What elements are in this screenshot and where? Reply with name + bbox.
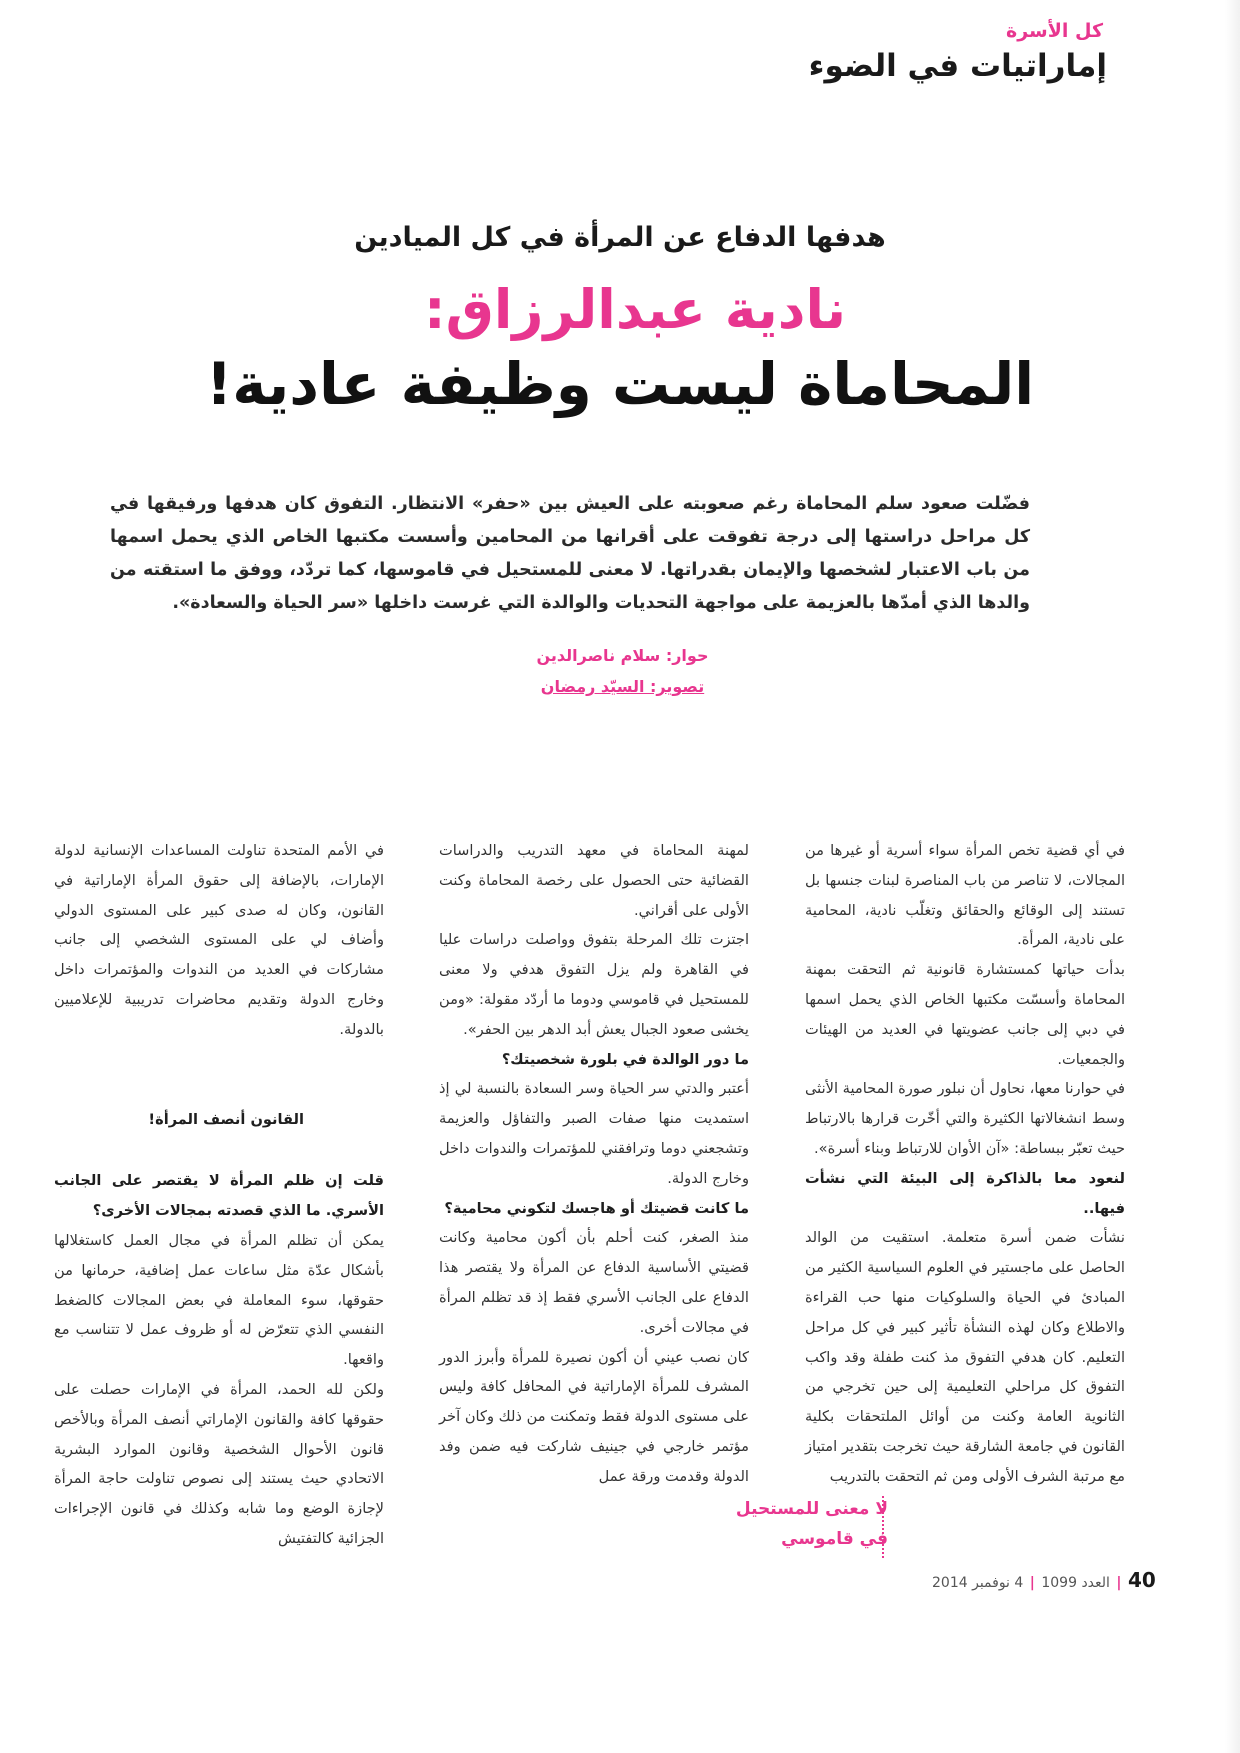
article-kicker: هدفها الدفاع عن المرأة في كل الميادين (354, 222, 886, 253)
section-label: كل الأسرة (1005, 20, 1103, 42)
footer-separator: | (1116, 1575, 1122, 1591)
pull-quote-rule (882, 1496, 884, 1558)
paragraph: نشأت ضمن أسرة متعلمة. استقيت من الوالد الحاصل على ماجستير في العلوم السياسية الكثير من المبادئ في الحياة والسلوكيات منها حب القراءة والاطلاع وكان لهذه النشأة تأثير كبير في كل مراحل التعليم. كان هدفي التفوق مذ كنت طفلة وقد واكب التفوق كل مراحلي التعليمية إلى حين تخرجي من الثانوية العامة وكنت من أوائل الملتحقات بكلية القانون في جامعة الشارقة حيث تخرجت بتقدير امتياز مع مرتبة الشرف الأولى ومن ثم التحقت بالتدريب (805, 1229, 1125, 1485)
page-footer (932, 1568, 1156, 1592)
paragraph: في الأمم المتحدة تناولت المساعدات الإنسانية لدولة الإمارات، بالإضافة إلى حقوق المرأة الإماراتية في القانون، وكان له صدى كبير على المستوى الدولي وأضاف لي على المستوى الشخصي إلى جانب مشاركات في العديد من الندوات والمؤتمرات داخل وخارج الدولة وتقديم محاضرات تدريبية للإعلاميين بالدولة. (54, 842, 384, 1038)
paragraph: كان نصب عيني أن أكون نصيرة للمرأة وأبرز الدور المشرف للمرأة الإماراتية في المحافل كافة وليس على مستوى الدولة فقط وتمكنت من ذلك وكان آخر مؤتمر خارجي في جينيف شاركت فيه ضمن وفد الدولة وقدمت ورقة عمل (439, 1348, 749, 1485)
byline (0, 640, 1240, 702)
paragraph: بدأت حياتها كمستشارة قانونية ثم التحقت بمهنة المحاماة وأسسّت مكتبها الخاص الذي يحمل اسمها في دبي إلى جانب عضويتها في العديد من الهيئات والجمعيات. (805, 961, 1125, 1068)
byline-interview: حوار: سلام ناصرالدين (536, 646, 709, 665)
issue-date: 4 نوفمبر 2014 (932, 1575, 1024, 1591)
article-lead: فضّلت صعود سلم المحاماة رغم صعوبته على العيش بين «حفر» الانتظار. التفوق كان هدفها ورفيقها في كل مراحل دراستها إلى درجة تفوقت على أقرانها من المحامين وأسست مكتبها الخاص الذي يحمل اسمها من باب الاعتبار لشخصها والإيمان بقدراتها. لا معنى للمستحيل في قاموسها، كما تردّد، ووفق ما استقته من والدها الذي أمدّها بالعزيمة على مواجهة التحديات والوالدة التي غرست داخلها «سر الحياة والسعادة». (110, 494, 1030, 613)
byline-photo: تصوير: السيّد رمضان (540, 677, 705, 696)
headline-name: نادية عبدالرزاق: (423, 278, 847, 341)
article-column-2 (439, 836, 749, 1492)
page-number: 40 (1127, 1568, 1156, 1592)
article-column-1 (805, 836, 1125, 1492)
interview-question: لنعود معا بالذاكرة إلى البيئة التي نشأت فيها.. (805, 1169, 1125, 1217)
paragraph: أعتبر والدتي سر الحياة وسر السعادة بالنسبة لي إذ استمديت منها صفات الصبر والتفاؤل والعزيمة وتشجعني دوما وترافقني للمؤتمرات والندوات داخل وخارج الدولة. (439, 1080, 749, 1187)
interview-question: قلت إن ظلم المرأة لا يقتصر على الجانب الأسري. ما الذي قصدته بمجالات الأخرى؟ (54, 1172, 384, 1220)
paragraph: ولكن لله الحمد، المرأة في الإمارات حصلت على حقوقها كافة والقانون الإماراتي أنصف المرأة وبالأخص قانون الأحوال الشخصية وقانون الموارد البشرية الاتحادي حيث يستند إلى نصوص تناولت حاجة المرأة لإجازة الوضع وما شابه وكذلك في قانون الإجراءات الجزائية كالتفتيش (54, 1380, 384, 1547)
interview-question: ما دور الوالدة في بلورة شخصيتك؟ (501, 1050, 749, 1068)
issue-number: العدد 1099 (1041, 1575, 1110, 1591)
article-column-3 (54, 836, 384, 1554)
section-title: إماراتيات في الضوء (808, 48, 1107, 84)
paragraph: منذ الصغر، كنت أحلم بأن أكون محامية وكانت قضيتي الأساسية الدفاع عن المرأة ولا يقتصر هذا الدفاع على الجانب الأسري فقط إذ قد تظلم المرأة في مجالات أخرى. (439, 1229, 749, 1336)
pull-quote: لا معنى للمستحيل في قاموسي (735, 1499, 888, 1549)
paragraph: في أي قضية تخص المرأة سواء أسرية أو غيرها من المجالات، لا تناصر من باب المناصرة لبنات جنسها بل تستند إلى الوقائع والحقائق وتغلّب نادية، المحامية على نادية، المرأة. (805, 842, 1125, 949)
page-edge-shadow (1225, 0, 1240, 1753)
interview-question: ما كانت قضيتك أو هاجسك لتكوني محامية؟ (444, 1199, 749, 1217)
subheading: القانون أنصف المرأة! (148, 1110, 304, 1128)
headline-quote: المحاماة ليست وظيفة عادية! (205, 350, 1035, 418)
paragraph: لمهنة المحاماة في معهد التدريب والدراسات القضائية حتى الحصول على رخصة المحاماة وكنت الأولى على أقراني. (439, 842, 749, 919)
paragraph: اجتزت تلك المرحلة بتفوق وواصلت دراسات عليا في القاهرة ولم يزل التفوق هدفي ولا معنى للمستحيل في قاموسي ودوما ما أردّد مقولة: «ومن يخشى صعود الجبال يعش أبد الدهر بين الحفر». (439, 931, 749, 1038)
paragraph: في حوارنا معها، نحاول أن نبلور صورة المحامية الأنثى وسط انشغالاتها الكثيرة والتي أخّرت قرارها بالارتباط حيث تعبّر ببساطة: «آن الأوان للارتباط وبناء أسرة». (805, 1080, 1125, 1157)
paragraph: يمكن أن تظلم المرأة في مجال العمل كاستغلالها بأشكال عدّة مثل ساعات عمل إضافية، حرمانها من حقوقها، سوء المعاملة في بعض المجالات كالضغط النفسي الذي تتعرّض له أو ظروف عمل لا تتناسب مع واقعها. (54, 1231, 384, 1369)
footer-separator: | (1029, 1575, 1035, 1591)
